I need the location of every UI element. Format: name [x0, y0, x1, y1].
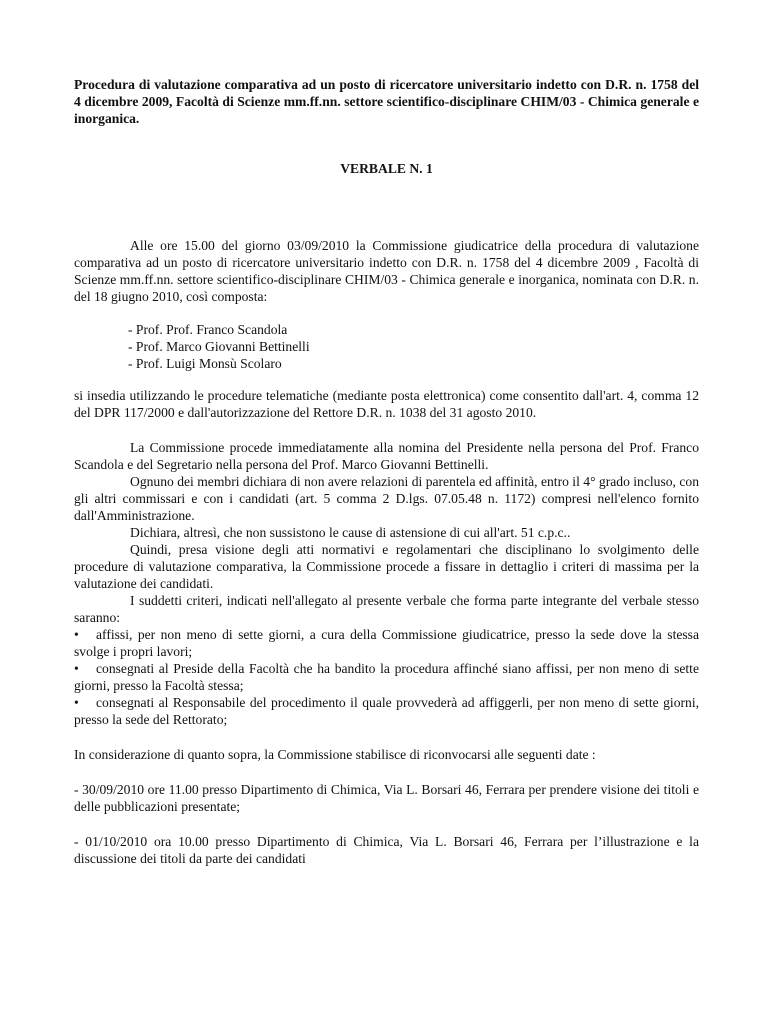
date-item: - 30/09/2010 ore 11.00 presso Dipartimento di Chimica, Via L. Borsari 46, Ferrara per prendere visione dei titoli e delle pubblicazioni presentate; [74, 782, 699, 814]
considerazione-paragraph: In considerazione di quanto sopra, la Commissione stabilisce di riconvocarsi alle seguenti date : [74, 747, 596, 762]
insedia-paragraph: si insedia utilizzando le procedure telematiche (mediante posta elettronica) come consentito dall'art. 4, comma 12 del DPR 117/2000 e dall'autorizzazione del Rettore D.R. n. 1038 del 31 agosto 2010. [74, 388, 699, 420]
member-item: - Prof. Prof. Franco Scandola [128, 322, 288, 337]
bullet-item [74, 694, 699, 728]
criteri-paragraph: Quindi, presa visione degli atti normativi e regolamentari che disciplinano lo svolgimento delle procedure di valutazione comparativa, la Commissione procede a fissare in dettaglio i criteri di massima per la valutazione dei candidati. [74, 542, 699, 591]
procedure-section [74, 439, 699, 728]
astensione-paragraph: Dichiara, altresì, che non sussistono le cause di astensione di cui all'art. 51 c.p.c.. [130, 525, 571, 540]
member-item: - Prof. Marco Giovanni Bettinelli [128, 339, 310, 354]
bullet-item [74, 626, 699, 660]
bullet-text: consegnati al Responsabile del procedimento il quale provvederà ad affiggerli, per non meno di sette giorni, presso la sede del Rettorato; [74, 695, 699, 727]
bullet-text: consegnati al Preside della Facoltà che ha bandito la procedura affinché siano affissi, per non meno di sette giorni, presso la Facoltà stessa; [74, 661, 699, 693]
bullet-text: affissi, per non meno di sette giorni, a cura della Commissione giudicatrice, presso la sede dove la stessa svolge i propri lavori; [74, 627, 699, 659]
parentela-paragraph: Ognuno dei membri dichiara di non avere relazioni di parentela ed affinità, entro il 4° grado incluso, con gli altri commissari e con i candidati (art. 5 comma 2 D.lgs. 07.05.48 n. 1172) compresi nell'elenco fornito dall'Amministrazione. [74, 474, 699, 523]
date-item: - 01/10/2010 ora 10.00 presso Dipartimento di Chimica, Via L. Borsari 46, Ferrara per l’illustrazione e la discussione dei titoli da parte dei candidati [74, 834, 699, 866]
verbale-title: VERBALE N. 1 [340, 161, 433, 176]
member-item: - Prof. Luigi Monsù Scolaro [128, 356, 282, 371]
allegato-paragraph: I suddetti criteri, indicati nell'allegato al presente verbale che forma parte integrante del verbale stesso saranno: [74, 593, 699, 625]
intro-paragraph: Alle ore 15.00 del giorno 03/09/2010 la Commissione giudicatrice della procedura di valutazione comparativa ad un posto di ricercatore universitario indetto con D.R. n. 1758 del 4 dicembre 2009 , Facoltà di Scienze mm.ff.nn. settore scientifico-disciplinare CHIM/03 - Chimica generale e inorganica, nominata con D.R. n. del 18 giugno 2010, così composta: [74, 238, 699, 304]
bullet-item [74, 660, 699, 694]
document-page [74, 76, 699, 867]
bullet-icon: • [74, 661, 79, 676]
document-heading: Procedura di valutazione comparativa ad un posto di ricercatore universitario indetto con D.R. n. 1758 del 4 dicembre 2009, Facoltà di Scienze mm.ff.nn. settore scientifico-disciplinare CHIM/03 - Chimica generale e inorganica. [74, 77, 699, 126]
bullet-icon: • [74, 627, 79, 642]
bullet-icon: • [74, 695, 79, 710]
commission-members-list [74, 321, 699, 372]
nomina-paragraph: La Commissione procede immediatamente alla nomina del Presidente nella persona del Prof. Franco Scandola e del Segretario nella persona del Prof. Marco Giovanni Bettinelli. [74, 440, 699, 472]
